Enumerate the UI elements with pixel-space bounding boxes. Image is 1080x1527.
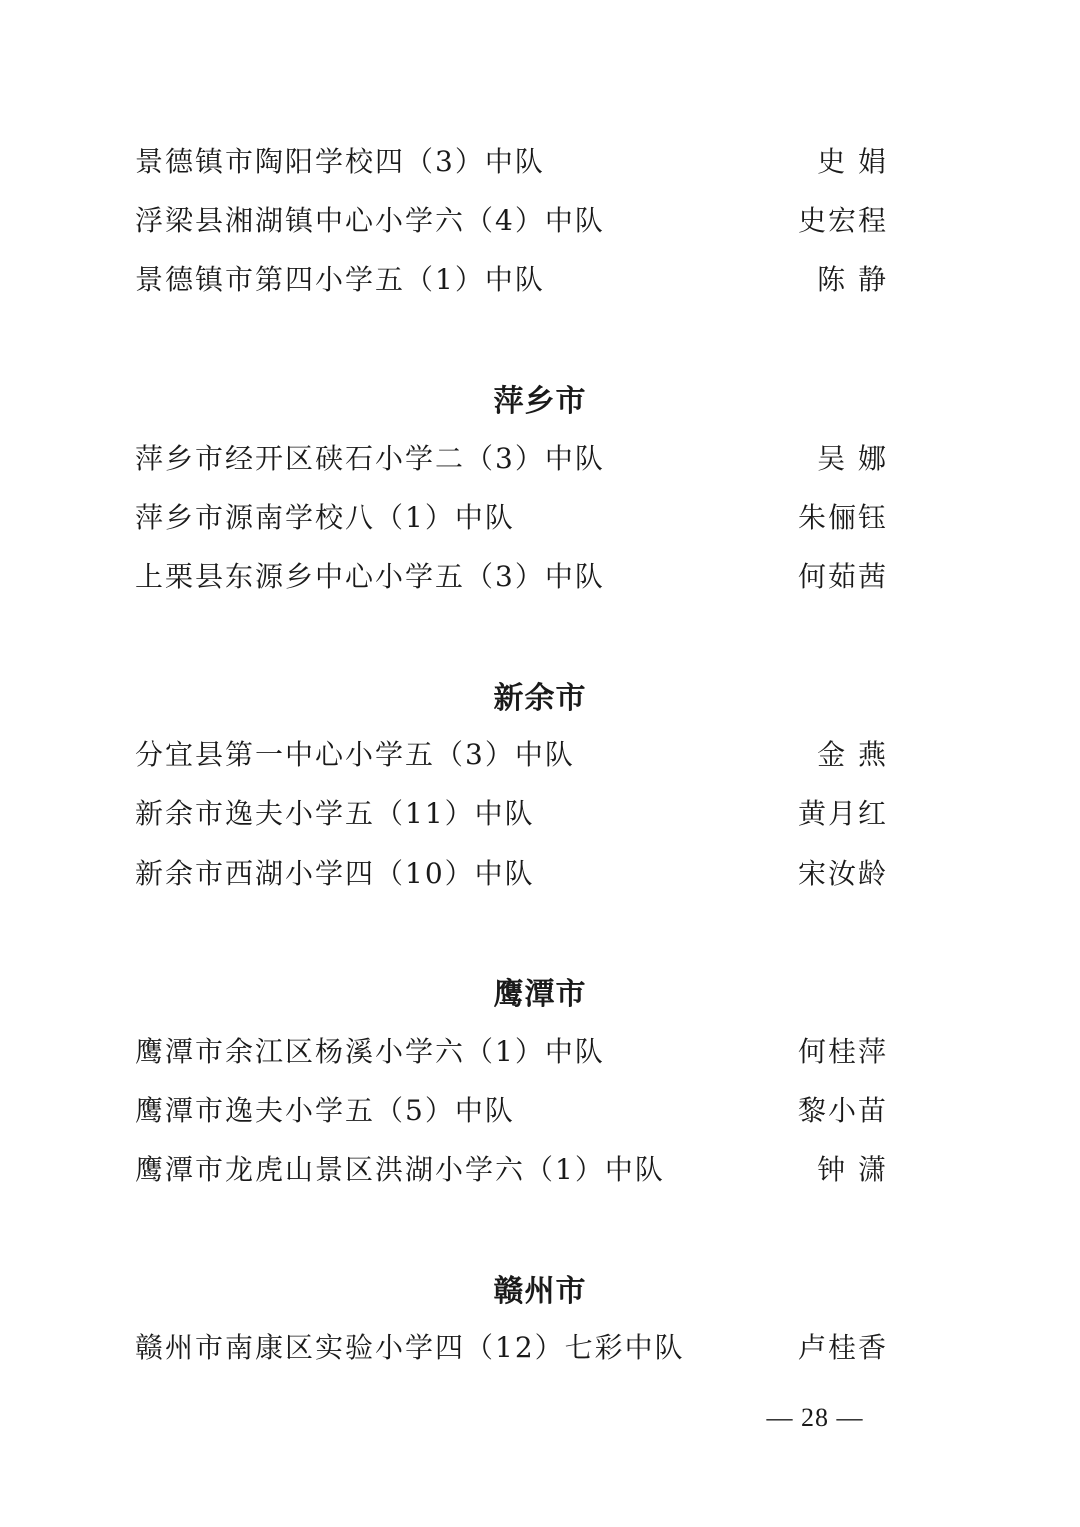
list-item [135, 553, 888, 597]
person-name: 吴 娜 [817, 442, 888, 475]
section-heading-city: 新余市 [493, 681, 587, 716]
list-item [135, 197, 888, 241]
list-item [135, 494, 888, 538]
person-name: 金 燕 [817, 738, 888, 771]
person-name: 黄月红 [797, 797, 888, 830]
unit-name: 萍乡市经开区硖石小学二（3）中队 [135, 442, 605, 475]
section-heading-city: 鹰潭市 [493, 977, 587, 1012]
person-name: 钟 潇 [817, 1153, 888, 1186]
person-name: 史 娟 [817, 145, 888, 178]
list-item [135, 790, 888, 834]
list-item [135, 731, 888, 775]
unit-name: 鹰潭市龙虎山景区洪湖小学六（1）中队 [135, 1153, 665, 1186]
unit-name: 分宜县第一中心小学五（3）中队 [135, 738, 575, 771]
unit-name: 浮梁县湘湖镇中心小学六（4）中队 [135, 204, 605, 237]
section-heading-city: 萍乡市 [493, 384, 587, 419]
person-name: 朱俪钰 [797, 501, 888, 534]
section-heading-city: 赣州市 [493, 1274, 587, 1309]
person-name: 陈 静 [817, 263, 888, 296]
unit-name: 新余市西湖小学四（10）中队 [135, 857, 535, 890]
list-item [135, 256, 888, 300]
list-item [135, 1087, 888, 1131]
person-name: 卢桂香 [797, 1331, 888, 1364]
page-number: — 28 — [766, 1403, 864, 1432]
list-item [135, 850, 888, 894]
unit-name: 鹰潭市余江区杨溪小学六（1）中队 [135, 1035, 605, 1068]
unit-name: 萍乡市源南学校八（1）中队 [135, 501, 515, 534]
person-name: 何茹茜 [797, 560, 888, 593]
list-item [135, 138, 888, 182]
unit-name: 景德镇市第四小学五（1）中队 [135, 263, 545, 296]
unit-name: 上栗县东源乡中心小学五（3）中队 [135, 560, 605, 593]
unit-name: 鹰潭市逸夫小学五（5）中队 [135, 1094, 515, 1127]
unit-name: 赣州市南康区实验小学四（12）七彩中队 [135, 1331, 685, 1364]
person-name: 史宏程 [797, 204, 888, 237]
person-name: 黎小苗 [797, 1094, 888, 1127]
unit-name: 景德镇市陶阳学校四（3）中队 [135, 145, 545, 178]
person-name: 何桂萍 [797, 1035, 888, 1068]
list-item [135, 1028, 888, 1072]
list-item [135, 1146, 888, 1190]
person-name: 宋汝龄 [797, 857, 888, 890]
list-item [135, 1324, 888, 1368]
list-item [135, 435, 888, 479]
unit-name: 新余市逸夫小学五（11）中队 [135, 797, 535, 830]
